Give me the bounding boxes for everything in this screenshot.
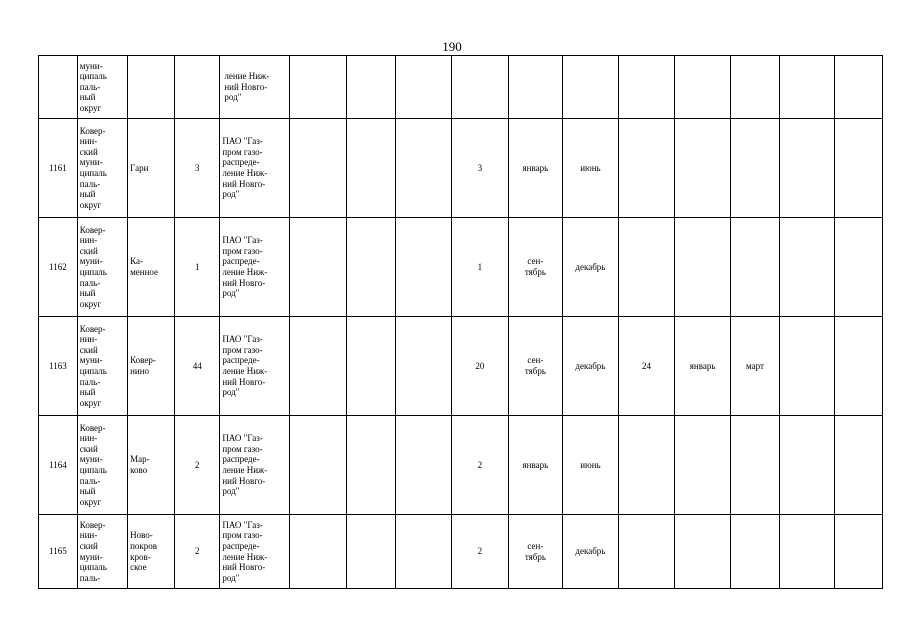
operator-cell: ПАО "Газ- пром газо- распреде- ление Ниж- ний Новго- род" (220, 317, 289, 416)
end-month-cell: июнь (563, 119, 619, 218)
table-row (39, 317, 883, 416)
count-cell: 2 (452, 515, 509, 589)
row-id-cell: 1164 (39, 416, 78, 515)
end-month-cell: март (730, 317, 779, 416)
operator-cell: ПАО "Газ- пром газо- распреде- ление Ниж- ний Новго- род" (220, 416, 289, 515)
settlement-cell: Гари (128, 119, 175, 218)
end-month-cell: декабрь (563, 317, 619, 416)
row-id-cell: 1163 (39, 317, 78, 416)
end-month-cell (730, 515, 779, 589)
settlement-cell: Ка- менное (128, 218, 175, 317)
table-row (39, 515, 883, 589)
count-cell (618, 416, 675, 515)
count-cell: 20 (452, 317, 509, 416)
row-id-cell: 1165 (39, 515, 78, 589)
total-cell: 1 (175, 218, 220, 317)
table-row (39, 416, 883, 515)
total-cell: 2 (175, 515, 220, 589)
operator-cell: ПАО "Газ- пром газо- распреде- ление Ниж- ний Новго- род" (220, 515, 289, 589)
start-month-cell: январь (508, 119, 563, 218)
operator-cell: ление Ниж- ний Новго- род" (220, 56, 289, 119)
end-month-cell: июнь (563, 416, 619, 515)
start-month-cell: сен- тябрь (508, 515, 563, 589)
end-month-cell: декабрь (563, 218, 619, 317)
start-month-cell (675, 515, 731, 589)
district-cell: Ковер- нин- ский муни- ципаль паль- (77, 515, 127, 589)
start-month-cell: январь (675, 317, 731, 416)
district-cell: Ковер- нин- ский муни- ципаль паль- ный округ (77, 416, 127, 515)
page-number: 190 (442, 39, 462, 54)
row-id-cell: 1161 (39, 119, 78, 218)
settlement-cell: Мар- ково (128, 416, 175, 515)
count-cell: 1 (452, 218, 509, 317)
end-month-cell (730, 218, 779, 317)
count-cell: 24 (618, 317, 675, 416)
district-cell: Ковер- нин- ский муни- ципаль паль- ный округ (77, 218, 127, 317)
table-row (39, 119, 883, 218)
start-month-cell (675, 119, 731, 218)
total-cell: 44 (175, 317, 220, 416)
district-cell: Ковер- нин- ский муни- ципаль паль- ный округ (77, 119, 127, 218)
start-month-cell: сен- тябрь (508, 317, 563, 416)
start-month-cell: январь (508, 416, 563, 515)
settlement-cell: Ново- покров кров- ское (128, 515, 175, 589)
total-cell: 3 (175, 119, 220, 218)
operator-cell: ПАО "Газ- пром газо- распреде- ление Ниж- ний Новго- род" (220, 218, 289, 317)
end-month-cell (730, 119, 779, 218)
start-month-cell (675, 416, 731, 515)
settlement-cell: Ковер- нино (128, 317, 175, 416)
row-id-cell: 1162 (39, 218, 78, 317)
start-month-cell: сен- тябрь (508, 218, 563, 317)
count-cell: 2 (452, 416, 509, 515)
district-cell: муни- ципаль паль- ный округ (77, 56, 127, 119)
count-cell (618, 218, 675, 317)
end-month-cell: декабрь (563, 515, 619, 589)
table-row (39, 218, 883, 317)
count-cell (618, 515, 675, 589)
data-table (38, 55, 883, 589)
table-row (39, 56, 883, 119)
count-cell (618, 119, 675, 218)
operator-cell: ПАО "Газ- пром газо- распреде- ление Ниж- ний Новго- род" (220, 119, 289, 218)
district-cell: Ковер- нин- ский муни- ципаль паль- ный округ (77, 317, 127, 416)
count-cell: 3 (452, 119, 509, 218)
start-month-cell (675, 218, 731, 317)
total-cell: 2 (175, 416, 220, 515)
end-month-cell (730, 416, 779, 515)
